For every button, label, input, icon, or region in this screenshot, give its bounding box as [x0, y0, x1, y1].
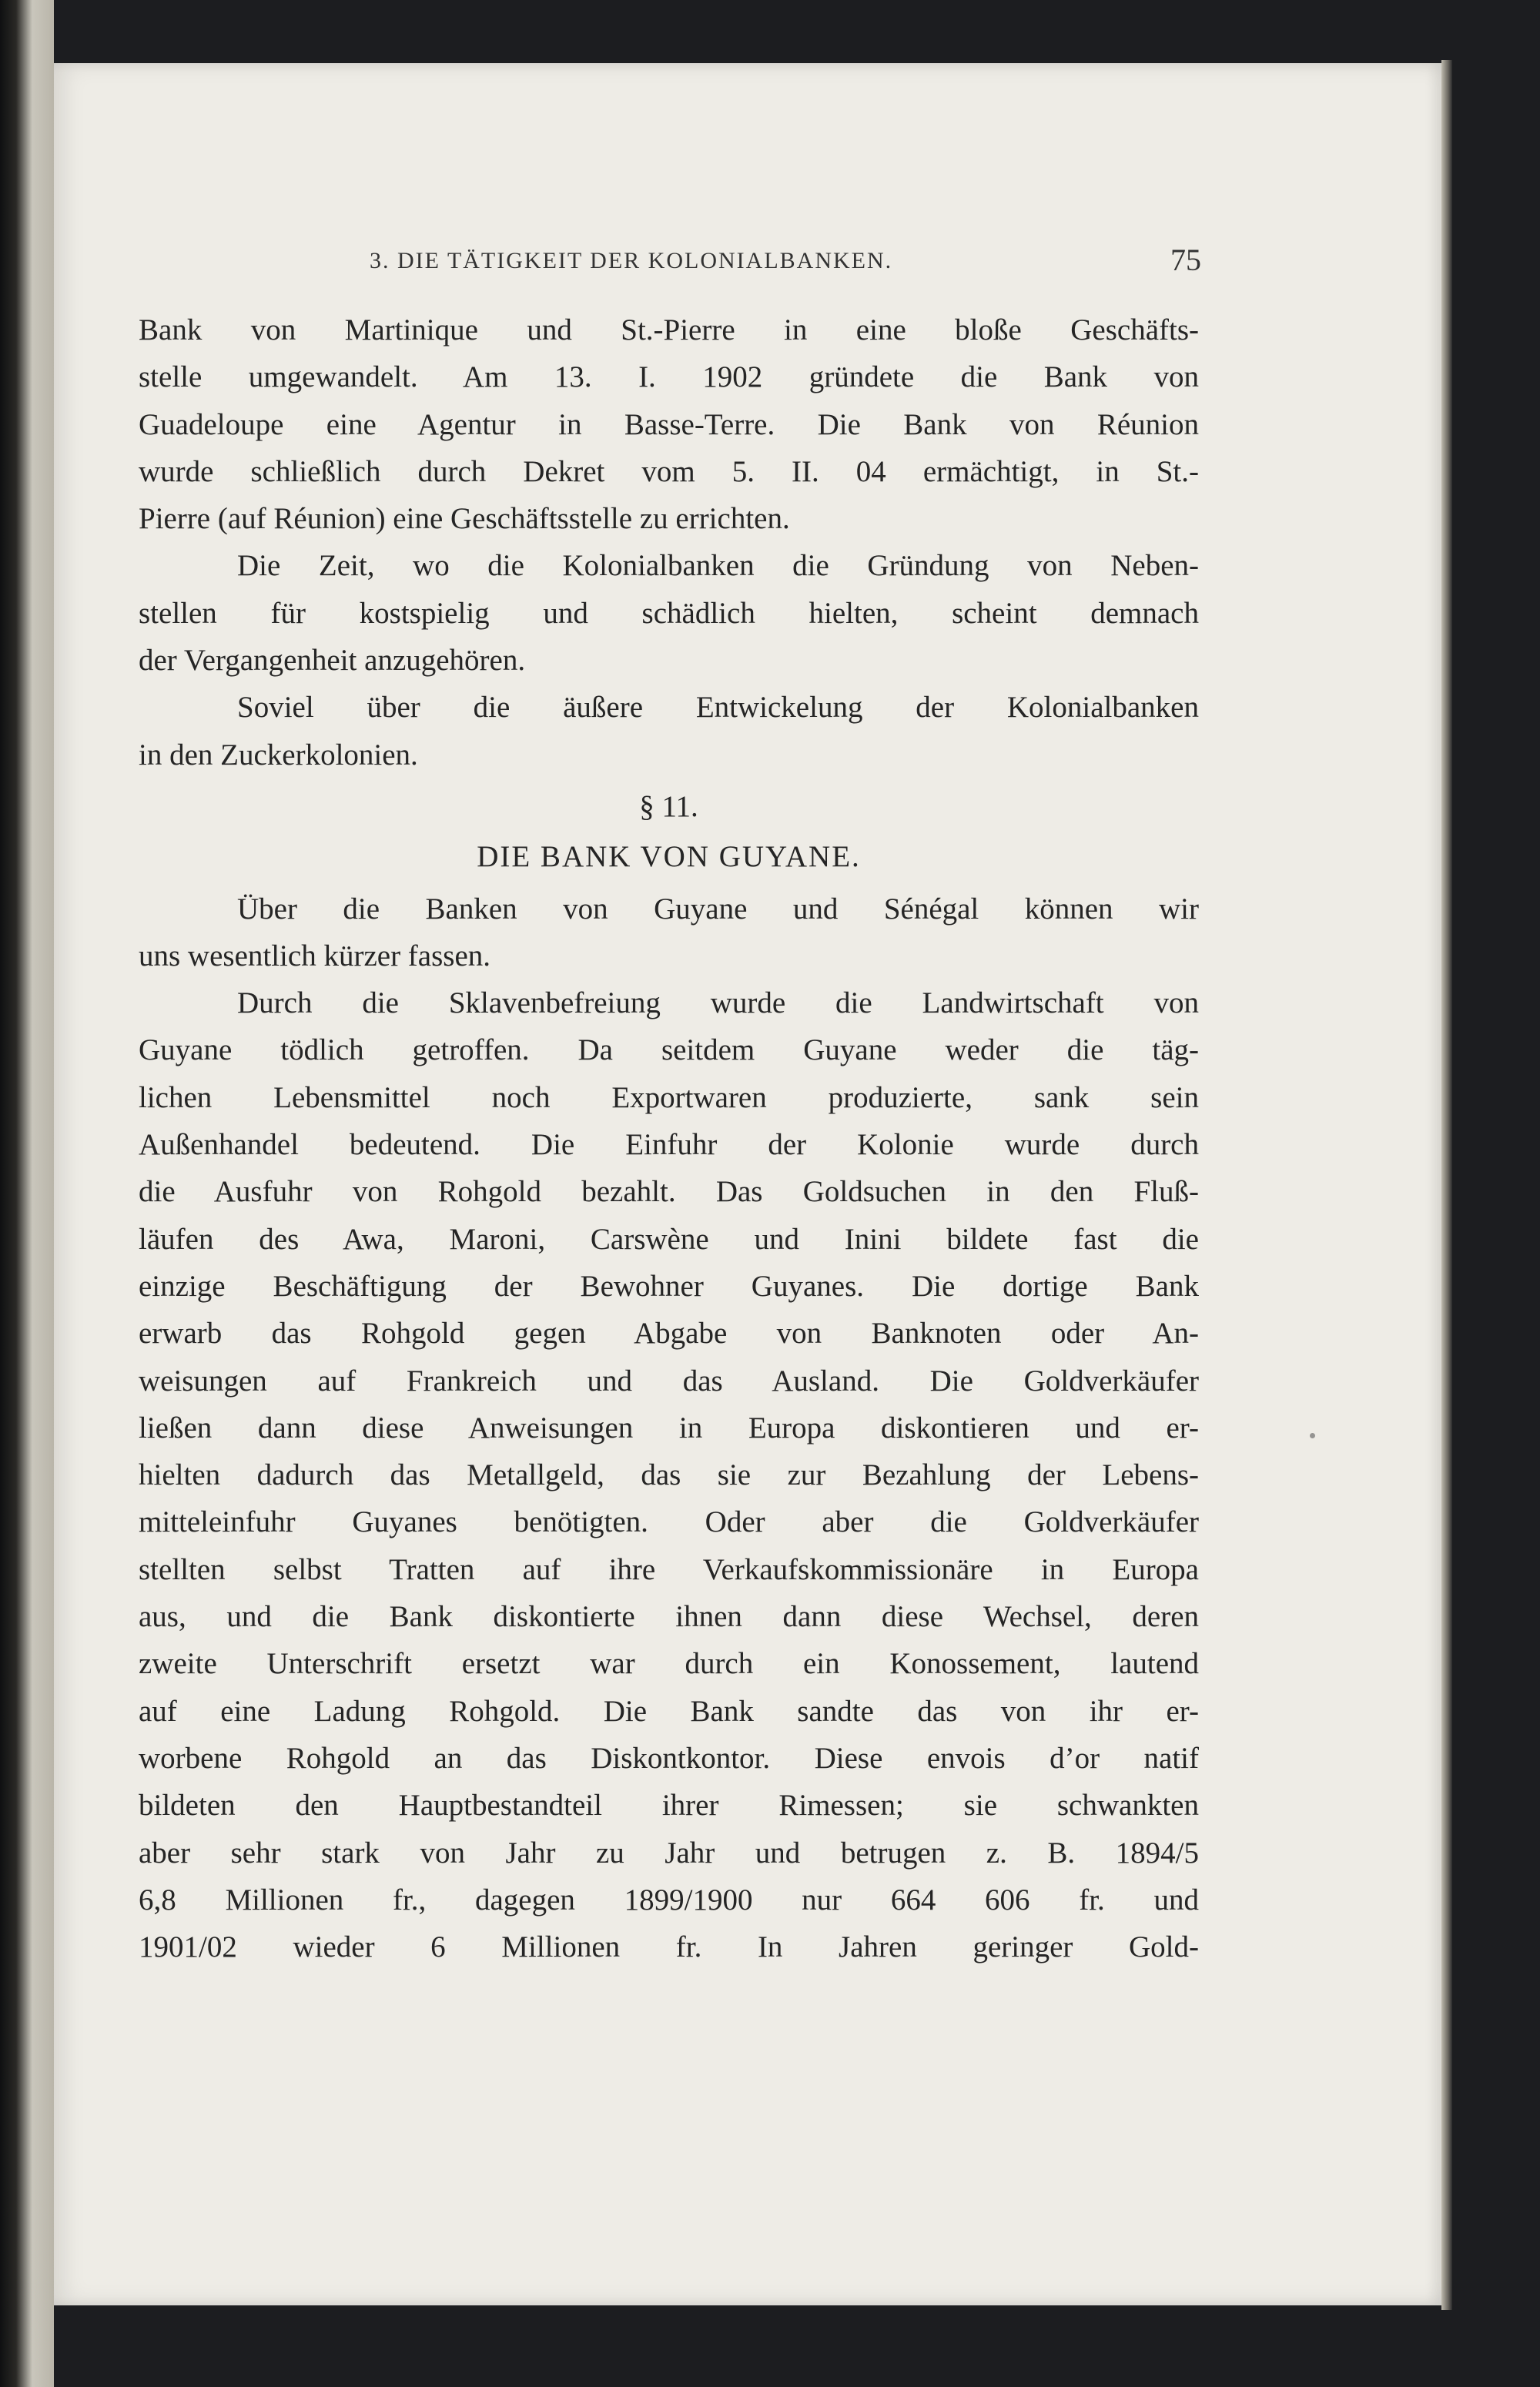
section-title: DIE BANK VON GUYANE. — [477, 840, 861, 874]
text-line: stellten selbst Tratten auf ihre Verkaufskommissionäre in Europa — [139, 1552, 1199, 1586]
text-line: lichen Lebensmittel noch Exportwaren produzierte, sank sein — [139, 1080, 1199, 1114]
adjacent-page-edge — [0, 0, 54, 2387]
body-text — [139, 306, 1199, 1970]
section-number: § 11. — [639, 789, 698, 823]
text-line: aus, und die Bank diskontierte ihnen dann diese Wechsel, deren — [139, 1600, 1199, 1634]
text-line: Pierre (auf Réunion) eine Geschäftsstelle zu errichten. — [139, 502, 790, 536]
text-line: auf eine Ladung Rohgold. Die Bank sandte das von ihr er- — [139, 1694, 1199, 1728]
text-line: der Vergangenheit anzugehören. — [139, 644, 526, 678]
text-line: die Ausfuhr von Rohgold bezahlt. Das Goldsuchen in den Fluß- — [139, 1175, 1199, 1209]
text-line: Soviel über die äußere Entwickelung der Kolonialbanken — [237, 691, 1199, 725]
paragraph — [139, 542, 1199, 684]
text-line: weisungen auf Frankreich und das Ausland. Die Goldverkäufer — [139, 1364, 1199, 1398]
page-edge-shadow — [1441, 60, 1452, 2310]
text-line: ließen dann diese Anweisungen in Europa diskontieren und er- — [139, 1411, 1199, 1445]
text-line: stellen für kostspielig und schädlich hielten, scheint demnach — [139, 596, 1199, 630]
text-line: wurde schließlich durch Dekret vom 5. II. 04 ermächtigt, in St.- — [139, 454, 1199, 488]
text-line: Bank von Martinique und St.-Pierre in eine bloße Geschäfts- — [139, 313, 1199, 346]
text-line: uns wesentlich kürzer fassen. — [139, 939, 491, 973]
text-line: Außenhandel bedeutend. Die Einfuhr der Kolonie wurde durch — [139, 1128, 1199, 1162]
text-line: läufen des Awa, Maroni, Carswène und Inini bildete fast die — [139, 1222, 1199, 1256]
text-line: bildeten den Hauptbestandteil ihrer Rimessen; sie schwankten — [139, 1789, 1199, 1823]
text-line: Über die Banken von Guyane und Sénégal können wir — [237, 892, 1199, 926]
text-line: 1901/02 wieder 6 Millionen fr. In Jahren geringer Gold- — [139, 1930, 1199, 1964]
paragraph — [139, 684, 1199, 778]
page-number: 75 — [1170, 243, 1201, 277]
text-line: einzige Beschäftigung der Bewohner Guyanes. Die dortige Bank — [139, 1269, 1199, 1303]
scan-speck — [1310, 1433, 1315, 1438]
text-line: Durch die Sklavenbefreiung wurde die Landwirtschaft von — [237, 986, 1199, 1020]
text-line: Guadeloupe eine Agentur in Basse-Terre. Die Bank von Réunion — [139, 407, 1199, 441]
text-line: zweite Unterschrift ersetzt war durch ein Konossement, lautend — [139, 1647, 1199, 1681]
text-line: hielten dadurch das Metallgeld, das sie zur Bezahlung der Lebens- — [139, 1458, 1199, 1492]
page-header — [370, 243, 1201, 286]
text-line: in den Zuckerkolonien. — [139, 738, 418, 772]
text-line: erwarb das Rohgold gegen Abgabe von Banknoten oder An- — [139, 1317, 1199, 1351]
text-line: mitteleinfuhr Guyanes benötigten. Oder aber die Goldverkäufer — [139, 1505, 1199, 1539]
paragraph — [139, 979, 1199, 1970]
text-line: aber sehr stark von Jahr zu Jahr und betrugen z. B. 1894/5 — [139, 1836, 1199, 1870]
text-line: stelle umgewandelt. Am 13. I. 1902 gründete die Bank von — [139, 360, 1199, 394]
paragraph — [139, 306, 1199, 542]
text-line: Guyane tödlich getroffen. Da seitdem Guyane weder die täg- — [139, 1033, 1199, 1067]
text-line: Die Zeit, wo die Kolonialbanken die Gründung von Neben- — [237, 549, 1199, 583]
text-line: worbene Rohgold an das Diskontkontor. Diese envois d’or natif — [139, 1741, 1199, 1775]
paragraph — [139, 886, 1199, 980]
text-line: 6,8 Millionen fr., dagegen 1899/1900 nur 664 606 fr. und — [139, 1883, 1199, 1917]
running-head: 3. DIE TÄTIGKEIT DER KOLONIALBANKEN. — [370, 248, 893, 273]
